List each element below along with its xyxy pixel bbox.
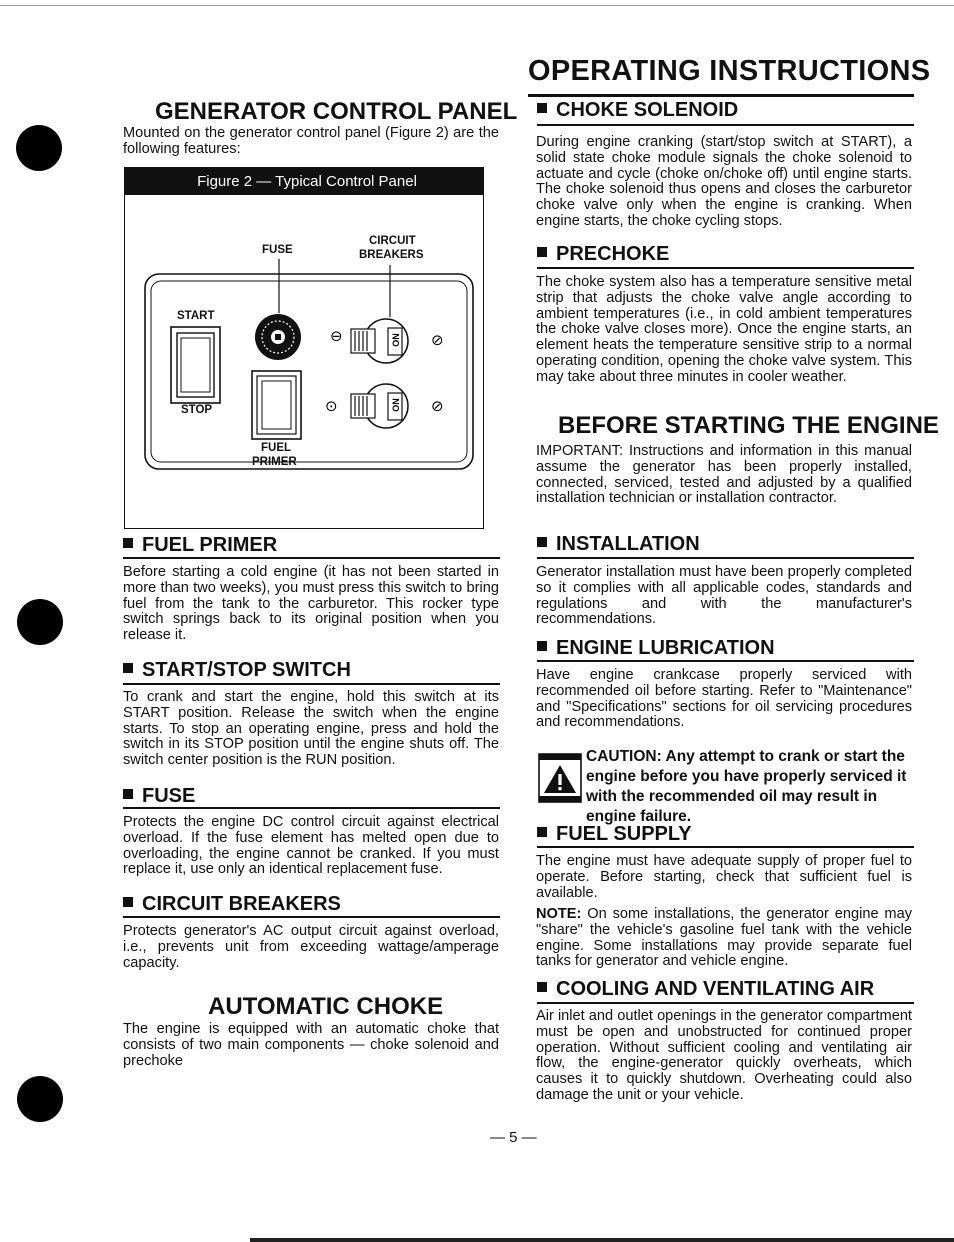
fuse-text: Protects the engine DC control circuit against electrical overload. If the fuse element has melted open due to overloading, the engine cannot be cranked. If you must replace it, use only an identical replacement fuse. [123,814,499,878]
label-start: START [177,310,215,322]
figure-control-panel [124,167,484,529]
start-stop-switch-text: To crank and start the engine, hold this switch at its START position. Release the switch when the engine starts. To stop an operating engine, press and hold the switch in its STOP position until the engine shuts off. The switch center position is the RUN position. [123,689,499,769]
automatic-choke-text: The engine is equipped with an automatic choke that consists of two main components — choke solenoid and prechoke [123,1021,499,1069]
engine-lubrication-text: Have engine crankcase properly serviced with recommended oil before starting. Refer to "Maintenance" and "Specifications" sections for oil servicing procedures and recommendations. [536,667,912,731]
binder-hole-top [16,125,62,171]
fuel-primer-switch [252,371,301,439]
bullet-square [123,789,133,799]
label-fuse: FUSE [262,244,293,256]
svg-text:ON: ON [391,333,401,347]
installation-text: Generator installation must have been properly completed so it complies with all applicable codes, standards and regulations and with the manufacturer's recommendations. [536,564,912,628]
start-stop-switch [171,327,220,403]
engine-lubrication-heading: ENGINE LUBRICATION [537,636,775,660]
caution-text: CAUTION: Any attempt to crank or start the engine before you have properly serviced it with the recommended oil may result in engine failure. [586,748,907,825]
bullet-square [123,663,133,673]
note-text: On some installations, the generator engine may "share" the vehicle's gasoline fuel tank with the vehicle engine. Some installations may provide separate fuel tanks for generator and vehicle engine. [536,906,912,970]
fuel-supply-rule [537,846,914,848]
label-primer: PRIMER [252,456,297,468]
generator-control-panel-heading: GENERATOR CONTROL PANEL [155,98,518,125]
choke-solenoid-text: During engine cranking (start/stop switch at START), a solid state choke module signals the choke solenoid to actuate and cycle (choke on/choke off) until engine starts. The choke solenoid thus opens and closes the carburetor choke valve only when the engine is cranking. When engine starts, the choke cycling stops. [536,134,912,229]
installation-heading: INSTALLATION [537,532,700,556]
cooling-ventilating-rule [537,1002,914,1004]
before-starting-heading: BEFORE STARTING THE ENGINE [558,412,939,439]
circuit-breakers-rule [123,916,500,918]
fuel-primer-rule [123,557,500,559]
circuit-breaker-2 [325,384,444,428]
bullet-square [537,982,547,992]
prechoke-heading: PRECHOKE [537,242,669,266]
svg-text:⊘: ⊘ [431,331,444,349]
cooling-ventilating-heading: COOLING AND VENTILATING AIR [537,977,874,1001]
bullet-square [537,827,547,837]
figure-caption: Figure 2 — Typical Control Panel [125,168,483,195]
fuse-heading: FUSE [123,784,195,808]
bullet-square [537,537,547,547]
circuit-breakers-text: Protects generator's AC output circuit against overload, i.e., prevents unit from exceeding wattage/amperage capacity. [123,923,499,971]
control-panel-drawing [125,195,482,528]
installation-rule [537,557,914,559]
fuse-holder [255,314,301,360]
label-breakers: BREAKERS [359,249,424,261]
fuse-rule [123,807,500,809]
before-starting-text: IMPORTANT: Instructions and information in this manual assume the generator has been properly installed, connected, serviced, tested and adjusted by a qualified installation technician or installation contractor. [536,443,912,507]
choke-solenoid-heading: CHOKE SOLENOID [537,98,738,122]
bullet-square [537,247,547,257]
automatic-choke-heading: AUTOMATIC CHOKE [208,993,444,1020]
title-rule [528,94,914,97]
svg-text:⊖: ⊖ [330,327,343,345]
fuel-supply-text: The engine must have adequate supply of proper fuel to operate. Before starting, check that sufficient fuel is available. [536,853,912,901]
cooling-ventilating-text: Air inlet and outlet openings in the generator compartment must be open and unobstructed for continued proper operation. Without sufficient cooling and ventilating air flow, the engine-generator quickly overheats, which causes it to quickly shutdown. Overheating could also damage the unit or your vehicle. [536,1008,912,1103]
bullet-square [537,641,547,651]
engine-lubrication-rule [537,660,914,662]
choke-solenoid-rule [537,124,914,126]
fuel-supply-note [536,907,912,970]
binder-hole-middle [17,599,63,645]
page-number: — 5 — [490,1129,537,1146]
fuel-supply-heading: FUEL SUPPLY [537,822,692,846]
bullet-square [123,538,133,548]
generator-control-panel-intro: Mounted on the generator control panel (Figure 2) are the following features: [123,125,499,157]
note-label: NOTE: [536,906,582,922]
prechoke-text: The choke system also has a temperature sensitive metal strip that adjusts the choke valve angle according to ambient temperatures (i.e., in cold ambient temperatures the choke valve closes more). Once the engine starts, an element heats the temperature sensitive strip to a normal operating condition, opening the choke valve system. This may take about three minutes in cooler weather. [536,274,912,385]
svg-text:⊙: ⊙ [325,397,338,415]
svg-text:ON: ON [391,398,401,412]
svg-text:⊘: ⊘ [431,397,444,415]
circuit-breakers-heading: CIRCUIT BREAKERS [123,892,341,916]
page-title: OPERATING INSTRUCTIONS [528,55,931,87]
start-stop-switch-heading: START/STOP SWITCH [123,658,351,682]
caution-warning-icon [538,753,582,803]
start-stop-rule [123,683,500,685]
bullet-square [123,897,133,907]
label-circuit: CIRCUIT [369,235,416,247]
circuit-breaker-1 [330,319,444,363]
binder-hole-bottom [17,1076,63,1122]
top-rule [0,5,954,6]
label-fuel: FUEL [261,442,292,454]
prechoke-rule [537,267,914,269]
bottom-rule [250,1238,954,1242]
fuel-primer-text: Before starting a cold engine (it has not been started in more than two weeks), you must press this switch to bring fuel from the tank to the carburetor. This rocker type switch springs back to its original position when you release it. [123,564,499,644]
fuel-primer-heading: FUEL PRIMER [123,533,277,557]
bullet-square [537,103,547,113]
label-stop: STOP [181,404,213,416]
